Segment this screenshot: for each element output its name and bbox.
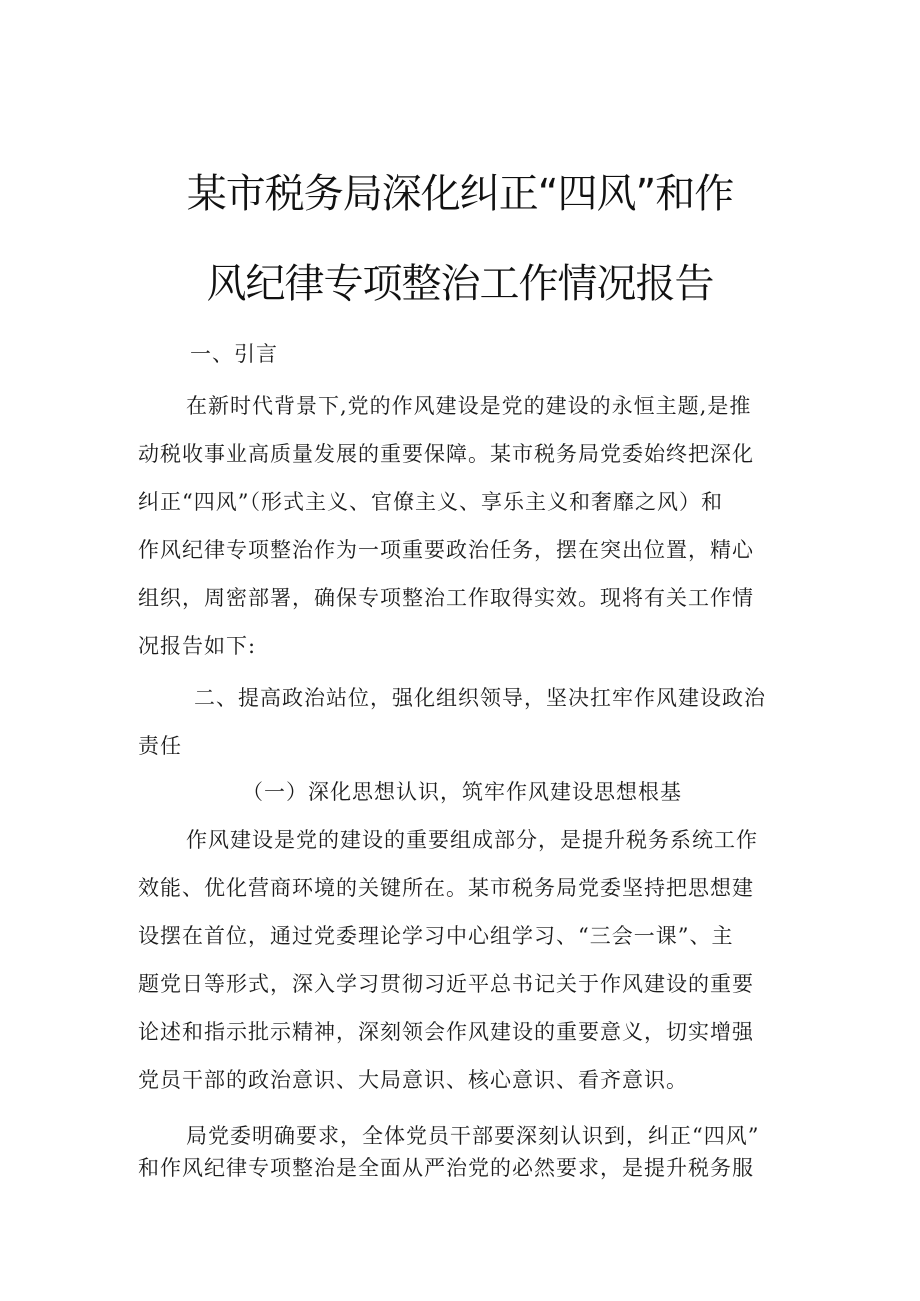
- paragraph-line: 作风建设是党的建设的重要组成部分，是提升税务系统工作: [186, 828, 758, 852]
- paragraph-line: 局党委明确要求，全体党员干部要深刻认识到，纠正“四风”: [186, 1124, 760, 1148]
- paragraph-line: 组织，周密部署，确保专项整治工作取得实效。现将有关工作情: [138, 586, 754, 610]
- paragraph-line: 在新时代背景下,党的作风建设是党的建设的永恒主题,是推: [186, 394, 752, 418]
- document-title-line-2: 风纪律专项整治工作情况报告: [206, 261, 714, 307]
- heading-line: 二、提高政治站位，强化组织领导，坚决扛牢作风建设政治: [194, 686, 766, 710]
- paragraph-line: 况报告如下:: [138, 634, 257, 658]
- section-heading-introduction: 一、引言: [190, 342, 278, 366]
- document-title-line-1: 某市税务局深化纠正“四风”和作: [186, 171, 734, 217]
- paragraph-line: 效能、优化营商环境的关键所在。某市税务局党委坚持把思想建: [138, 876, 754, 900]
- paragraph-line: 作风纪律专项整治作为一项重要政治任务，摆在突出位置，精心: [138, 538, 754, 562]
- paragraph-line: 题党日等形式，深入学习贯彻习近平总书记关于作风建设的重要: [138, 972, 754, 996]
- paragraph-line: 纠正“四风”（形式主义、官僚主义、享乐主义和奢靡之风）和: [138, 490, 723, 514]
- paragraph-line: 和作风纪律专项整治是全面从严治党的必然要求，是提升税务服: [138, 1156, 754, 1180]
- paragraph-line: 动税收事业高质量发展的重要保障。某市税务局党委始终把深化: [138, 442, 754, 466]
- subsection-heading-1: （一）深化思想认识，筑牢作风建设思想根基: [242, 780, 682, 804]
- paragraph-line: 论述和指示批示精神，深刻领会作风建设的重要意义，切实增强: [138, 1020, 754, 1044]
- paragraph-line: 设摆在首位，通过党委理论学习中心组学习、“三会一课”、主: [138, 924, 734, 948]
- heading-line: 责任: [138, 734, 182, 758]
- paragraph-line: 党员干部的政治意识、大局意识、核心意识、看齐意识。: [138, 1068, 688, 1092]
